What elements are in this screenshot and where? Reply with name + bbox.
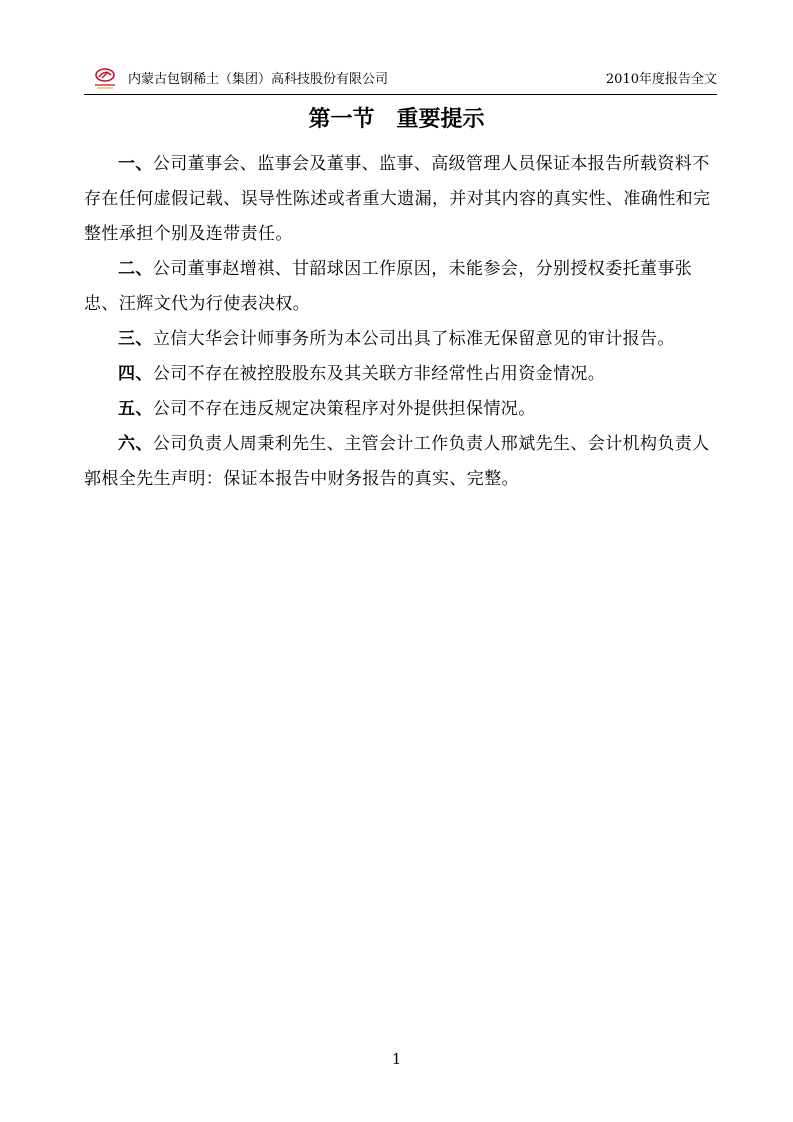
paragraph-number: 一、 xyxy=(118,154,153,174)
paragraph-text: 立信大华会计师事务所为本公司出具了标准无保留意见的审计报告。 xyxy=(152,329,675,349)
paragraph-text: 公司负责人周秉利先生、主管会计工作负责人邢斌先生、会计机构负责人郭根全先生声明：保证本报告中财务报告的真实、完整。 xyxy=(84,434,710,489)
paragraph-text: 公司董事赵增祺、甘韶球因工作原因，未能参会，分别授权委托董事张忠、汪辉文代为行使表决权。 xyxy=(84,259,693,314)
paragraph-number: 六、 xyxy=(118,434,153,454)
notice-body xyxy=(84,147,718,497)
paragraph-number: 三、 xyxy=(118,329,153,349)
notice-paragraph-2 xyxy=(84,252,718,322)
paragraph-text: 公司董事会、监事会及董事、监事、高级管理人员保证本报告所载资料不存在任何虚假记载、误导性陈述或者重大遗漏，并对其内容的真实性、准确性和完整性承担个别及连带责任。 xyxy=(84,154,711,244)
header-company-name: 内蒙古包钢稀土（集团）高科技股份有限公司 xyxy=(128,72,389,87)
header-report-title: 2010年度报告全文 xyxy=(605,72,717,87)
page-number: 1 xyxy=(391,1050,402,1068)
paragraph-number: 二、 xyxy=(118,259,153,279)
paragraph-text: 公司不存在违反规定决策程序对外提供担保情况。 xyxy=(152,399,536,419)
page-header xyxy=(84,64,717,95)
paragraph-number: 五、 xyxy=(118,399,153,419)
company-logo-icon xyxy=(92,68,118,90)
notice-paragraph-4 xyxy=(84,357,718,392)
paragraph-text: 公司不存在被控股股东及其关联方非经常性占用资金情况。 xyxy=(152,364,606,384)
notice-paragraph-1 xyxy=(84,147,718,252)
notice-paragraph-5 xyxy=(84,392,718,427)
notice-paragraph-6 xyxy=(84,427,718,497)
notice-paragraph-3 xyxy=(84,322,718,357)
section-title: 第一节 重要提示 xyxy=(308,106,485,132)
paragraph-number: 四、 xyxy=(118,364,153,384)
